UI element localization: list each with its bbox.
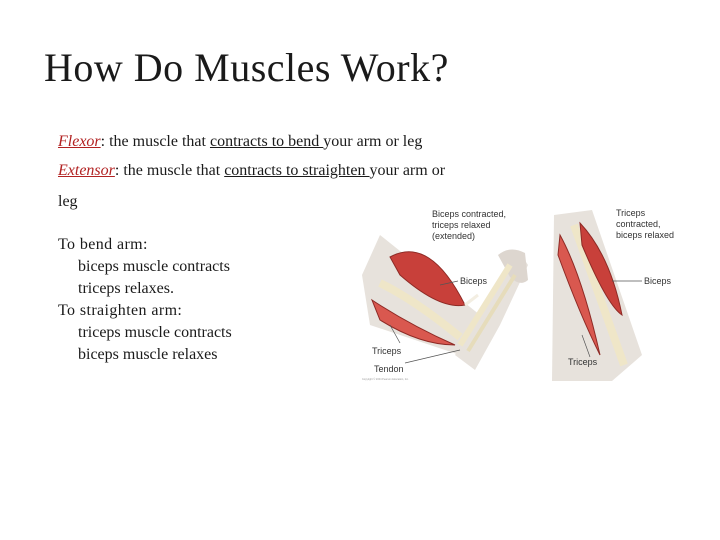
caption-line: biceps relaxed [616,230,675,240]
extensor-definition [58,162,445,180]
extensor-definition-wrap: leg [58,193,78,210]
biceps-label: Biceps [460,276,488,286]
straighten-heading: To straighten arm: [58,302,183,319]
caption-line: (extended) [432,231,476,241]
extensor-term: Extensor [58,162,115,179]
triceps-contracted-figure [552,205,686,381]
tendon-shape [465,295,478,305]
flexor-underlined: contracts to bend [209,133,324,150]
triceps-label: Triceps [372,346,402,356]
caption-line: contracted, [616,219,661,229]
leader-line [405,350,460,363]
triceps-label: Triceps [568,357,598,367]
flexor-rest: your arm or leg [323,133,423,150]
flexor-definition [58,133,422,151]
caption-line: Biceps contracted, [432,209,507,219]
copyright-text: Copyright © 2004 Pearson Education, Inc. [362,378,409,381]
biceps-contracted-figure [360,205,528,381]
extensor-underlined: contracts to straighten [224,162,370,179]
slide-title: How Do Muscles Work? [44,45,449,90]
bend-line: biceps muscle contracts [78,258,230,275]
straighten-line: triceps muscle contracts [78,324,232,341]
extensor-rest: your arm or [369,162,446,179]
straighten-line: biceps muscle relaxes [78,346,218,363]
bend-heading: To bend arm: [58,236,148,253]
caption-line: triceps relaxed [432,220,491,230]
flexor-sep: : the muscle that [100,133,210,150]
bent-arm-illustration [360,205,528,381]
bend-line: triceps relaxes. [78,280,174,297]
flexor-term: Flexor [58,133,101,150]
steps-list [58,234,232,366]
biceps-label: Biceps [644,276,672,286]
caption-line: Triceps [616,208,646,218]
tendon-label: Tendon [374,364,404,374]
straight-arm-illustration [552,205,686,381]
extensor-sep: : the muscle that [114,162,225,179]
